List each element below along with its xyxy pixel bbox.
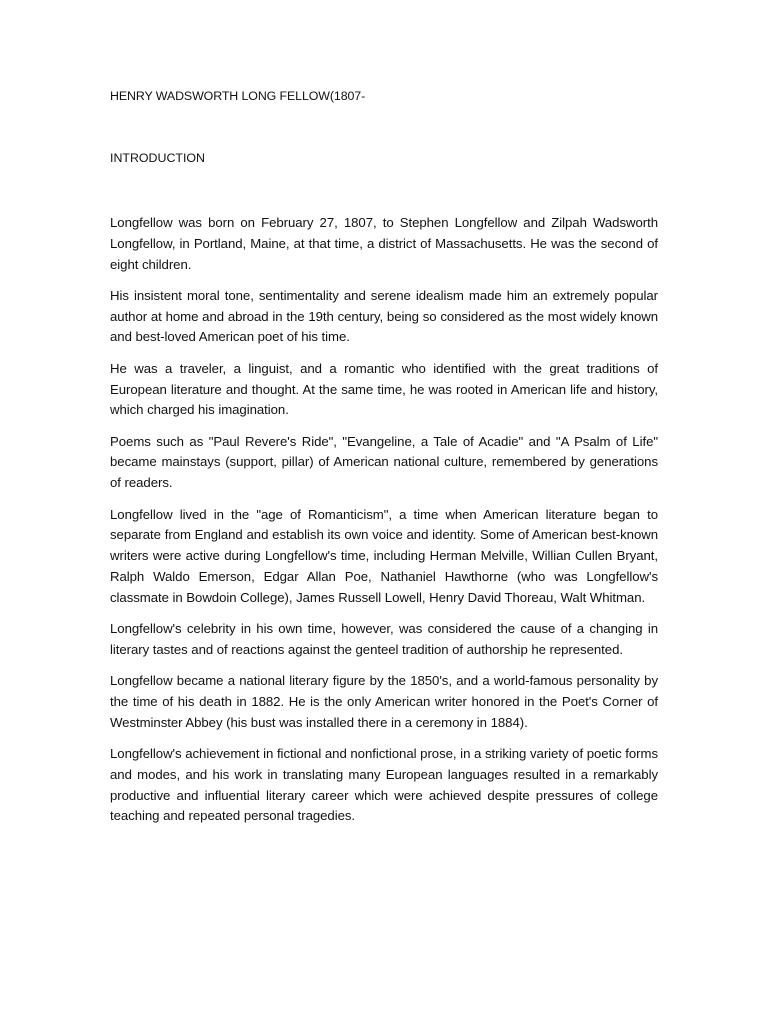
- document-title: HENRY WADSWORTH LONG FELLOW(1807-: [110, 89, 366, 103]
- paragraph: Longfellow's achievement in fictional and nonfictional prose, in a striking variety of poetic forms and modes, and his work in translating many European languages resulted in a remarkably productive and influential literary career which were achieved despite pressures of college teaching and repeated personal tragedies.: [110, 746, 658, 824]
- paragraph: Longfellow was born on February 27, 1807, to Stephen Longfellow and Zilpah Wadsworth Longfellow, in Portland, Maine, at that time, a district of Massachusetts. He was the second of eight children.: [110, 215, 658, 272]
- paragraph: Longfellow's celebrity in his own time, however, was considered the cause of a changing in literary tastes and of reactions against the genteel tradition of authorship he represented.: [110, 621, 658, 657]
- paragraph: Longfellow lived in the "age of Romanticism", a time when American literature began to separate from England and establish its own voice and identity. Some of American best-known writers were active during Longfellow's time, including Herman Melville, Willian Cullen Bryant, Ralph Waldo Emerson, Edgar Allan Poe, Nathaniel Hawthorne (who was Longfellow's classmate in Bowdoin College), James Russell Lowell, Henry David Thoreau, Walt Whitman.: [110, 506, 658, 605]
- section-heading: INTRODUCTION: [110, 151, 205, 165]
- paragraph: Poems such as "Paul Revere's Ride", "Evangeline, a Tale of Acadie" and "A Psalm of Life" became mainstays (support, pillar) of American national culture, remembered by generations of readers.: [110, 433, 658, 491]
- paragraph: He was a traveler, a linguist, and a romantic who identified with the great traditions of European literature and thought. At the same time, he was rooted in American life and history, which charged his imagination.: [110, 360, 658, 418]
- paragraph: His insistent moral tone, sentimentality and serene idealism made him an extremely popular author at home and abroad in the 19th century, being so considered as the most widely known and best-loved American poet of his time.: [110, 287, 658, 345]
- paragraph: Longfellow became a national literary figure by the 1850's, and a world-famous personality by the time of his death in 1882. He is the only American writer honored in the Poet's Corner of Westminster Abbey (his bust was installed there in a ceremony in 1884).: [110, 673, 658, 730]
- body-text: [110, 213, 658, 838]
